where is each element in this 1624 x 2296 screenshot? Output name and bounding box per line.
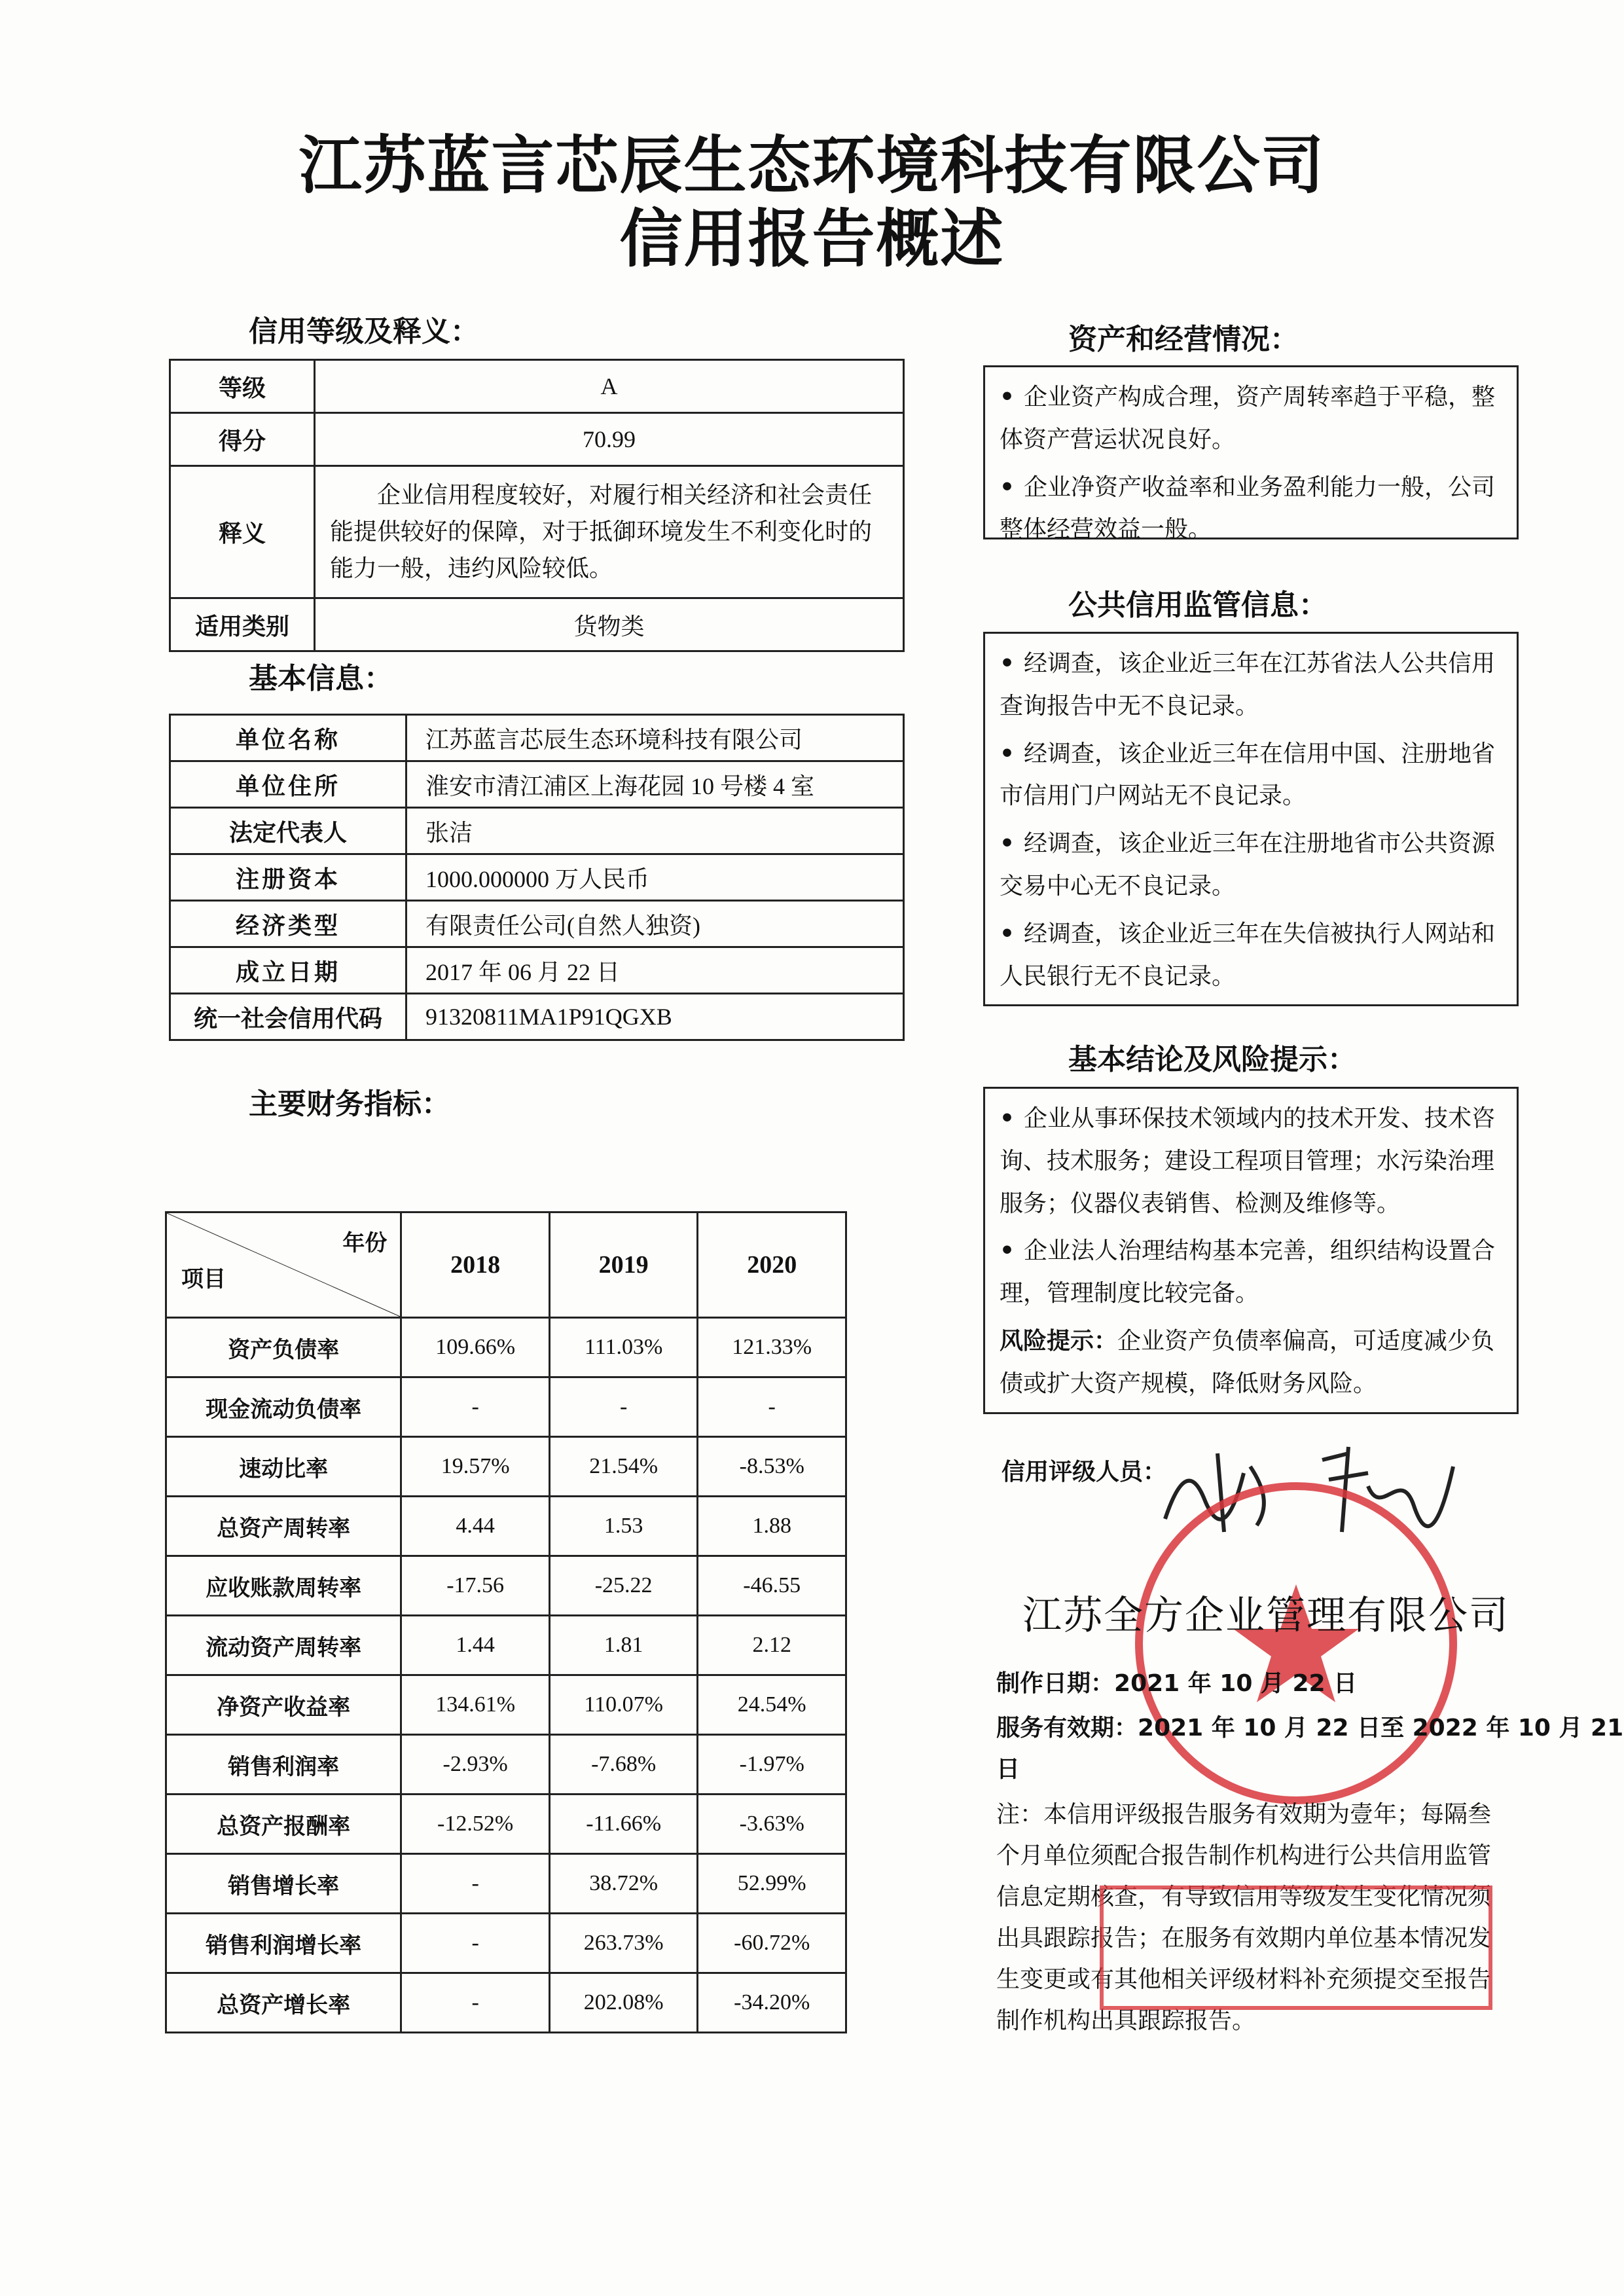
- finance-value: -8.53%: [698, 1437, 846, 1497]
- conclusion-box: [983, 1087, 1519, 1414]
- finance-item-label: 净资产收益率: [166, 1675, 401, 1735]
- valid-value: 2021 年 10 月 22 日至 2022 年 10 月 21 日: [996, 1715, 1624, 1783]
- rater-label: 信用评级人员：: [1001, 1459, 1167, 1485]
- finance-value: -: [698, 1377, 846, 1437]
- finance-value: -17.56: [401, 1556, 550, 1616]
- basic-label: 统一社会信用代码: [170, 994, 406, 1040]
- finance-item-label: 总资产增长率: [166, 1973, 401, 2033]
- finance-item-label: 应收账款周转率: [166, 1556, 401, 1616]
- date-line: [996, 1663, 1357, 1704]
- finance-item-label: 流动资产周转率: [166, 1616, 401, 1675]
- finance-item-label: 总资产周转率: [166, 1497, 401, 1556]
- table-row: [166, 1556, 846, 1616]
- public-box: [983, 632, 1519, 1006]
- finance-heading: 主要财务指标：: [249, 1087, 450, 1121]
- assets-box: [983, 365, 1519, 543]
- finance-value: 202.08%: [549, 1973, 698, 2033]
- table-row: [170, 947, 904, 994]
- finance-item-label: 总资产报酬率: [166, 1795, 401, 1854]
- finance-value: -: [401, 1914, 550, 1973]
- finance-item-label: 资产负债率: [166, 1318, 401, 1377]
- basic-label: 单位名称: [170, 715, 406, 761]
- conclusion-heading: 基本结论及风险提示：: [1068, 1043, 1356, 1076]
- rating-definition-label: 释义: [170, 466, 315, 598]
- risk-label: 风险提示：: [1000, 1327, 1118, 1355]
- finance-corner-cell: [166, 1212, 401, 1318]
- finance-header-year: 年份: [342, 1230, 388, 1256]
- basic-label: 单位住所: [170, 761, 406, 808]
- finance-value: 134.61%: [401, 1675, 550, 1735]
- basic-value: 江苏蓝言芯辰生态环境科技有限公司: [406, 715, 904, 761]
- table-row: [170, 360, 904, 413]
- table-row: [170, 808, 904, 854]
- finance-value: 1.81: [549, 1616, 698, 1675]
- basic-info-table: [169, 714, 905, 1041]
- finance-value: 24.54%: [698, 1675, 846, 1735]
- table-row: [170, 854, 904, 901]
- page-subtitle: 信用报告概述: [619, 202, 1005, 276]
- finance-value: -3.63%: [698, 1795, 846, 1854]
- basic-value: 91320811MA1P91QGXB: [406, 994, 904, 1040]
- agency-name: 江苏全方企业管理有限公司: [1022, 1593, 1509, 1639]
- finance-value: 21.54%: [549, 1437, 698, 1497]
- finance-value: 4.44: [401, 1497, 550, 1556]
- table-row: [166, 1735, 846, 1795]
- table-row: [170, 598, 904, 651]
- finance-value: 19.57%: [401, 1437, 550, 1497]
- rating-table: [169, 359, 905, 652]
- finance-item-label: 销售利润增长率: [166, 1914, 401, 1973]
- finance-value: -: [401, 1377, 550, 1437]
- assets-heading: 资产和经营情况：: [1068, 323, 1299, 356]
- table-row: [166, 1497, 846, 1556]
- finance-year: 2020: [698, 1212, 846, 1318]
- table-row: [166, 1973, 846, 2033]
- list-item: • 企业从事环保技术领域内的技术开发、技术咨询、技术服务；建设工程项目管理；水污染治理服务；仪器仪表销售、检测及维修等。: [1000, 1098, 1502, 1225]
- table-row: [166, 1914, 846, 1973]
- table-row: [166, 1795, 846, 1854]
- date-value: 2021 年 10 月 22 日: [1114, 1670, 1358, 1697]
- finance-body: [166, 1318, 846, 2033]
- list-item: • 经调查，该企业近三年在信用中国、注册地省市信用门户网站无不良记录。: [1000, 733, 1502, 818]
- table-row: [170, 901, 904, 947]
- list-item: • 企业法人治理结构基本完善，组织结构设置合理，管理制度比较完备。: [1000, 1230, 1502, 1315]
- valid-line: [996, 1707, 1624, 1790]
- finance-value: -1.97%: [698, 1735, 846, 1795]
- finance-value: 263.73%: [549, 1914, 698, 1973]
- basic-value: 淮安市清江浦区上海花园 10 号楼 4 室: [406, 761, 904, 808]
- list-item: • 企业资产构成合理，资产周转率趋于平稳，整体资产营运状况良好。: [1000, 376, 1502, 462]
- rating-category-value: 货物类: [315, 598, 904, 651]
- finance-header-item: 项目: [181, 1266, 226, 1292]
- rating-category-label: 适用类别: [170, 598, 315, 651]
- basic-heading: 基本信息：: [249, 662, 393, 695]
- table-row: [166, 1377, 846, 1437]
- list-item: • 经调查，该企业近三年在失信被执行人网站和人民银行无不良记录。: [1000, 913, 1502, 998]
- finance-year: 2018: [401, 1212, 550, 1318]
- table-row: [170, 466, 904, 598]
- table-row: [170, 994, 904, 1040]
- risk-text: 企业资产负债率偏高，可适度减少负债或扩大资产规模，降低财务风险。: [1000, 1327, 1495, 1397]
- basic-label: 法定代表人: [170, 808, 406, 854]
- finance-value: -: [549, 1377, 698, 1437]
- basic-label: 成立日期: [170, 947, 406, 994]
- list-item: • 经调查，该企业近三年在江苏省法人公共信用查询报告中无不良记录。: [1000, 643, 1502, 728]
- finance-value: 1.88: [698, 1497, 846, 1556]
- finance-value: 111.03%: [549, 1318, 698, 1377]
- table-row: [166, 1437, 846, 1497]
- finance-value: 110.07%: [549, 1675, 698, 1735]
- finance-value: -: [401, 1973, 550, 2033]
- table-row: [166, 1616, 846, 1675]
- rating-grade-label: 等级: [170, 360, 315, 413]
- finance-value: 52.99%: [698, 1854, 846, 1914]
- finance-value: -7.68%: [549, 1735, 698, 1795]
- rating-grade-value: A: [315, 360, 904, 413]
- finance-value: 38.72%: [549, 1854, 698, 1914]
- table-row: [170, 715, 904, 761]
- basic-label: 注册资本: [170, 854, 406, 901]
- finance-value: 1.53: [549, 1497, 698, 1556]
- rating-definition-value: 企业信用程度较好，对履行相关经济和社会责任能提供较好的保障，对于抵御环境发生不利变化时的能力一般，违约风险较低。: [315, 466, 904, 598]
- date-label: 制作日期：: [996, 1670, 1115, 1697]
- basic-value: 张洁: [406, 808, 904, 854]
- basic-label: 经济类型: [170, 901, 406, 947]
- finance-item-label: 销售利润率: [166, 1735, 401, 1795]
- finance-value: -: [401, 1854, 550, 1914]
- table-row: [166, 1318, 846, 1377]
- basic-value: 1000.000000 万人民币: [406, 854, 904, 901]
- table-row: [166, 1854, 846, 1914]
- risk-note: [1000, 1321, 1502, 1406]
- finance-value: 2.12: [698, 1616, 846, 1675]
- public-heading: 公共信用监管信息：: [1068, 589, 1327, 622]
- finance-table: [165, 1211, 847, 2033]
- finance-value: -46.55: [698, 1556, 846, 1616]
- registry-stamp: [1100, 1886, 1492, 2010]
- finance-value: -2.93%: [401, 1735, 550, 1795]
- table-row: [166, 1675, 846, 1735]
- basic-value: 有限责任公司(自然人独资): [406, 901, 904, 947]
- footnote: 注：本信用评级报告服务有效期为壹年；每隔叁个月单位须配合报告制作机构进行公共信用监管信息定期核查，有导致信用等级发生变化情况须出具跟踪报告；在服务有效期内单位基本情况发生变更或有其他相关评级材料补充须提交至报告制作机构出具跟踪报告。: [996, 1801, 1492, 2034]
- finance-year: 2019: [549, 1212, 698, 1318]
- table-row: [170, 413, 904, 466]
- finance-value: -12.52%: [401, 1795, 550, 1854]
- valid-label: 服务有效期：: [996, 1715, 1138, 1741]
- list-item: • 企业净资产收益率和业务盈利能力一般，公司整体经营效益一般。: [1000, 467, 1502, 552]
- finance-value: 121.33%: [698, 1318, 846, 1377]
- rating-score-value: 70.99: [315, 413, 904, 466]
- finance-item-label: 速动比率: [166, 1437, 401, 1497]
- list-item: • 经调查，该企业近三年在注册地省市公共资源交易中心无不良记录。: [1000, 823, 1502, 908]
- finance-value: 109.66%: [401, 1318, 550, 1377]
- finance-value: -34.20%: [698, 1973, 846, 2033]
- table-row: [170, 761, 904, 808]
- page-title: 江苏蓝言芯辰生态环境科技有限公司: [298, 129, 1326, 202]
- rating-heading: 信用等级及释义：: [249, 315, 479, 348]
- basic-value: 2017 年 06 月 22 日: [406, 947, 904, 994]
- rating-score-label: 得分: [170, 413, 315, 466]
- finance-value: -11.66%: [549, 1795, 698, 1854]
- finance-value: 1.44: [401, 1616, 550, 1675]
- finance-header-row: [166, 1212, 846, 1318]
- finance-value: -60.72%: [698, 1914, 846, 1973]
- finance-item-label: 销售增长率: [166, 1854, 401, 1914]
- finance-item-label: 现金流动负债率: [166, 1377, 401, 1437]
- finance-value: -25.22: [549, 1556, 698, 1616]
